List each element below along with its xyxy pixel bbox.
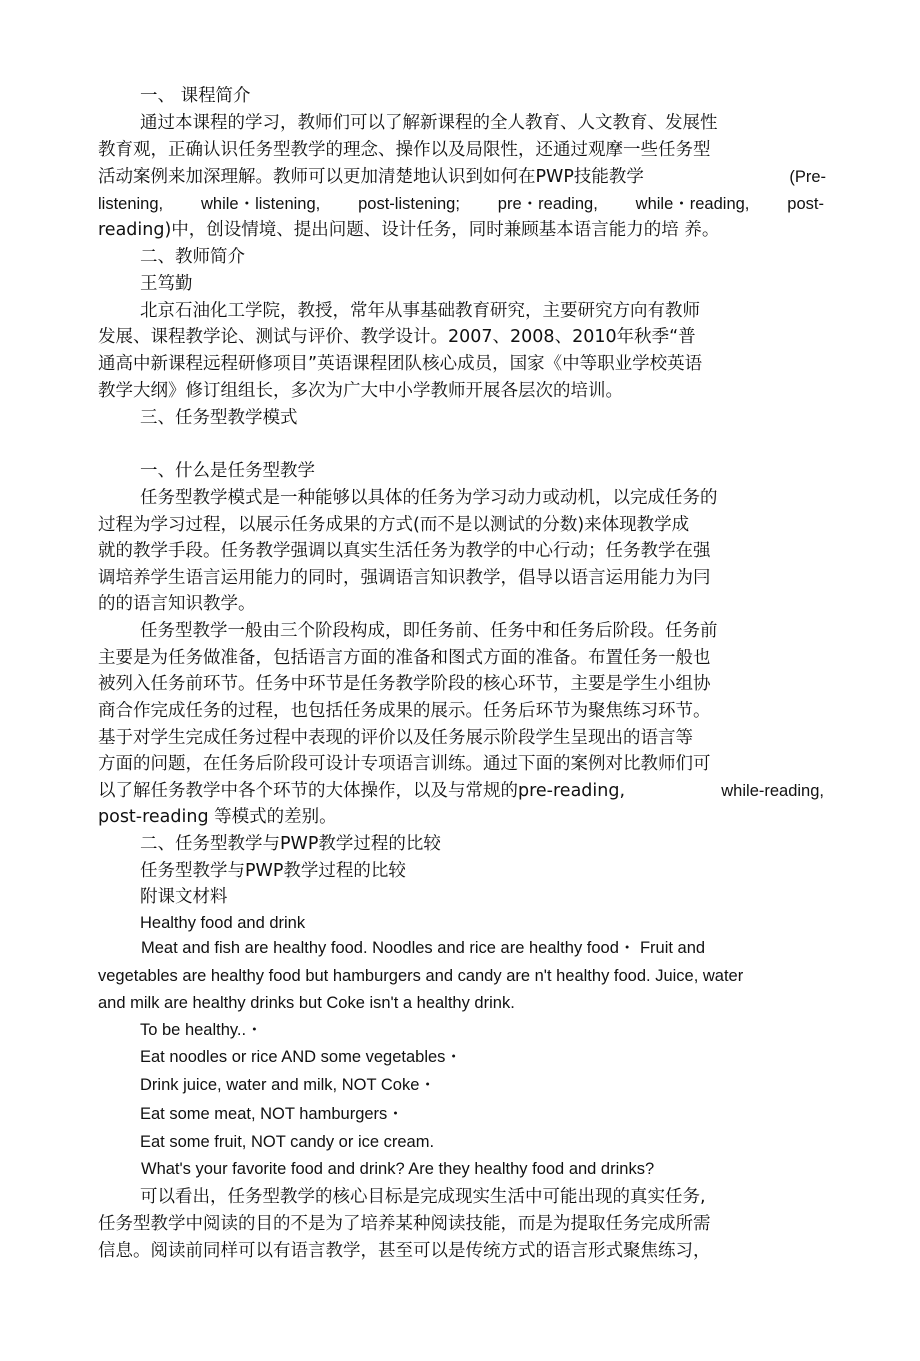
attachment-label: 附课文材料 <box>140 887 228 907</box>
paragraph-line: 调培养学生语言运用能力的同时，强调语言知识教学，倡导以语言运用能力为冃 <box>98 568 711 588</box>
paragraph-line: 主要是为任务做准备，包括语言方面的准备和图式方面的准备。布置任务一般也 <box>98 648 711 668</box>
word: pre・reading, <box>497 195 598 213</box>
sub-heading-repeat: 任务型教学与PWP教学过程的比较 <box>140 861 406 881</box>
paragraph-line: 通高中新课程远程研修项目”英语课程团队核心成员，国家《中等职业学校英语 <box>98 354 703 374</box>
paragraph-line: reading)中，创设情境、提出问题、设计任务，同时兼顾基本语言能力的培 养。 <box>98 220 720 240</box>
paragraph-line: 过程为学习过程，以展示任务成果的方式(而不是以测试的分数)来体现教学成 <box>98 515 690 535</box>
paragraph-line: post-reading 等模式的差别。 <box>98 807 337 827</box>
text-title: Healthy food and drink <box>140 914 306 932</box>
sub-heading-what-is-tbl: 一、什么是任务型教学 <box>140 461 315 481</box>
paragraph-line: 任务型教学中阅读的目的不是为了培养某种阅读技能，而是为提取任务完成所需 <box>98 1214 711 1234</box>
paragraph-line: 信息。阅读前同样可以有语言教学，甚至可以是传统方式的语言形式聚焦练习， <box>98 1241 711 1261</box>
english-paragraph-line: and milk are healthy drinks but Coke isn't a healthy drink. <box>98 994 515 1012</box>
section-heading-teacher-intro: 二、教师简介 <box>140 247 245 267</box>
english-paragraph-line: Meat and fish are healthy food. Noodles and rice are healthy food・ Fruit and <box>141 939 706 957</box>
paragraph-line: 教学大纲》修订组组长，多次为广大中小学教师开展各层次的培训。 <box>98 381 623 401</box>
paragraph-line: 可以看出，任务型教学的核心目标是完成现实生活中可能出现的真实任务, <box>140 1187 706 1207</box>
paragraph-line: 就的教学手段。任务教学强调以真实生活任务为教学的中心行动；任务教学在强 <box>98 541 711 561</box>
section-heading-course-intro: 一、 课程简介 <box>140 86 251 106</box>
list-item: To be healthy..・ <box>140 1021 263 1039</box>
question-line: What's your favorite food and drink? Are they healthy food and drinks? <box>141 1160 655 1178</box>
word: post- <box>787 195 824 213</box>
sub-heading-tbl-vs-pwp: 二、任务型教学与PWP教学过程的比较 <box>140 834 441 854</box>
english-paragraph-line: vegetables are healthy food but hamburgers and candy are n't healthy food. Juice, water <box>98 967 744 985</box>
word: while・listening, <box>201 195 321 213</box>
word: post-listening; <box>358 195 460 213</box>
section-heading-task-model: 三、任务型教学模式 <box>140 408 298 428</box>
paragraph-fragment: (Pre- <box>789 168 826 186</box>
paragraph-line: 发展、课程教学论、测试与评价、教学设计。2007、2008、2010年秋季“普 <box>98 327 696 347</box>
paragraph-fragment: while-reading, <box>721 782 824 800</box>
word: while・reading, <box>635 195 750 213</box>
list-item: Eat noodles or rice AND some vegetables・ <box>140 1048 462 1066</box>
paragraph-line: 通过本课程的学习，教师们可以了解新课程的全人教育、人文教育、发展性 <box>140 113 718 133</box>
word: listening, <box>98 195 164 213</box>
list-item: Drink juice, water and milk, NOT Coke・ <box>140 1076 436 1094</box>
paragraph-line: 的的语言知识教学。 <box>98 594 256 614</box>
paragraph-line: 方面的问题，在任务后阶段可设计专项语言训练。通过下面的案例对比教师们可 <box>98 754 711 774</box>
paragraph-line: 任务型教学模式是一种能够以具体的任务为学习动力或动机，以完成任务的 <box>140 488 718 508</box>
paragraph-line: 以了解任务教学中各个环节的大体操作，以及与常规的pre-reading, <box>98 781 626 801</box>
list-item: Eat some meat, NOT hamburgers・ <box>140 1105 404 1123</box>
teacher-name: 王笃勤 <box>140 274 193 294</box>
paragraph-line: 活动案例来加深理解。教师可以更加清楚地认识到如何在PWP技能教学 <box>98 167 644 187</box>
paragraph-line: 教育观，正确认识任务型教学的理念、操作以及局限性，还通过观摩一些任务型 <box>98 140 711 160</box>
paragraph-line: 北京石油化工学院，教授，常年从事基础教育研究，主要研究方向有教师 <box>140 301 700 321</box>
paragraph-line-justified <box>98 193 824 215</box>
paragraph-line: 被列入任务前环节。任务中环节是任务教学阶段的核心环节，主要是学生小组协 <box>98 674 711 694</box>
list-item: Eat some fruit, NOT candy or ice cream. <box>140 1133 435 1151</box>
paragraph-line: 任务型教学一般由三个阶段构成，即任务前、任务中和任务后阶段。任务前 <box>140 621 718 641</box>
paragraph-line: 基于对学生完成任务过程中表现的评价以及任务展示阶段学生呈现出的语言等 <box>98 728 693 748</box>
paragraph-line: 商合作完成任务的过程，也包括任务成果的展示。任务后环节为聚焦练习环节。 <box>98 701 711 721</box>
